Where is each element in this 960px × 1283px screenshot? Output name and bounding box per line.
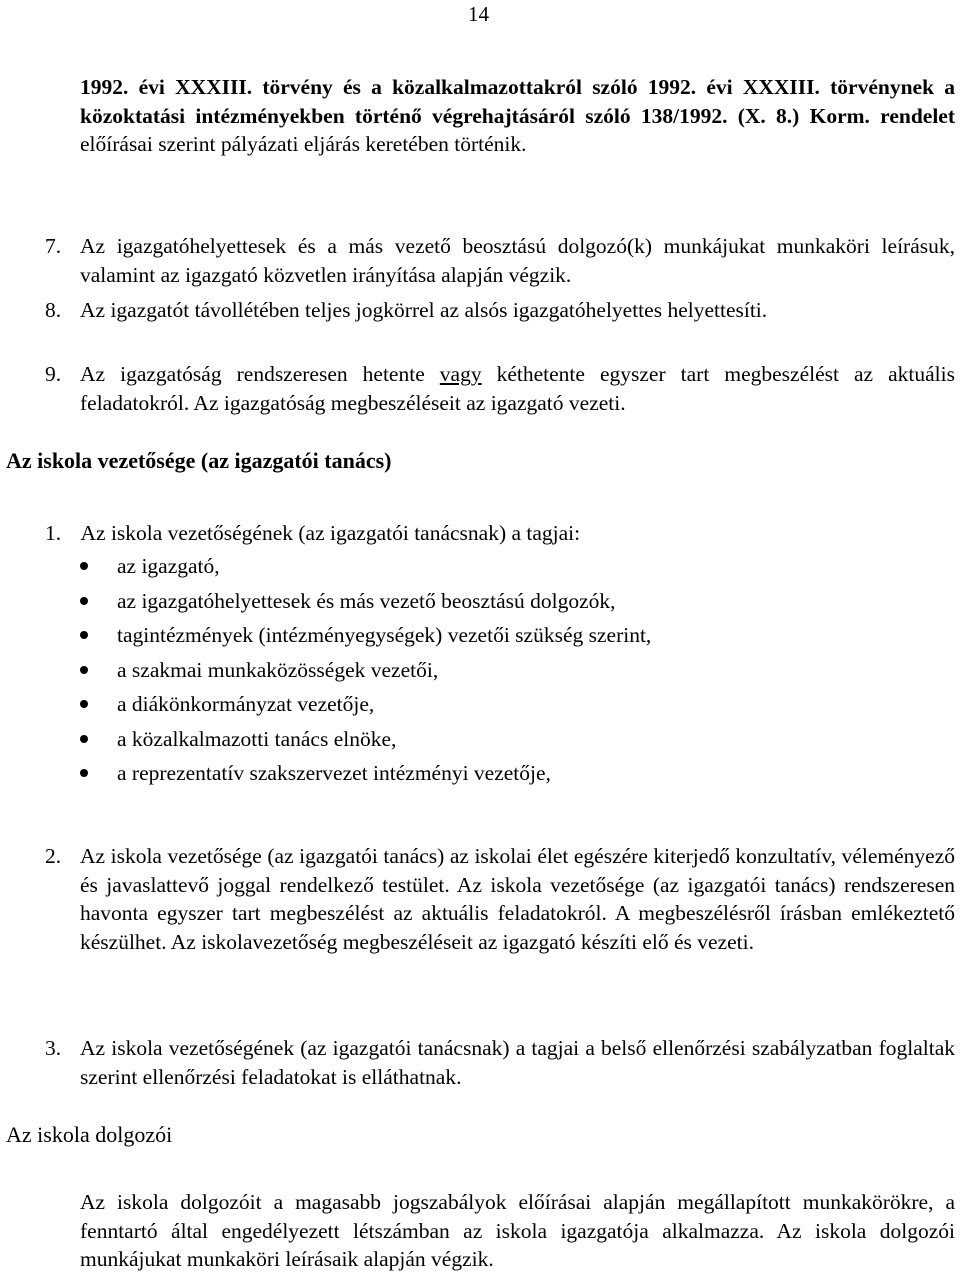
list-item [80,687,940,722]
item-number: 8. [45,298,62,322]
list-item [80,549,940,584]
leadership-intro [45,519,580,547]
item-number: 9. [45,362,62,386]
bullet-icon [80,631,88,639]
item-text-end: kéthetente egyszer tart megbeszélést az aktuális feladatokról. Az igazgatóság megbeszéléseit az igazgató vezeti. [80,362,955,415]
bullet-icon [80,562,88,570]
item-text-start: Az igazgatóság rendszeresen hetente [80,362,440,386]
list-item [80,584,940,619]
bullet-icon [80,666,88,674]
item-text [80,360,955,417]
list-item [80,618,940,653]
bullet-icon [80,597,88,605]
list-item-text: az igazgatóhelyettesek és más vezető beosztású dolgozók, [117,588,616,613]
list-item-text: a diákönkormányzat vezetője, [117,692,375,716]
item-text: Az iskola vezetőségének (az igazgatói tanácsnak) a tagjai a belső ellenőrzési szabályzatban foglaltak szerint ellenőrzési feladatokat is elláthatnak. [80,1036,955,1089]
list-item-text: a közalkalmazotti tanács elnöke, [117,726,397,751]
members-list [80,549,940,791]
list-item [80,756,940,791]
page-number: 14 [468,2,489,26]
list-item-text: tagintézmények (intézményegységek) vezetői szükség szerint, [117,623,652,647]
list-item-text: az igazgató, [117,554,220,578]
item-number: 3. [45,1036,62,1060]
item-number: 7. [45,234,62,258]
item-text: Az igazgatót távollétében teljes jogkörrel az alsós igazgatóhelyettes helyettesíti. [80,298,768,322]
intro-rest: előírásai szerint pályázati eljárás keretében történik. [80,132,527,156]
bullet-icon [80,735,88,743]
list-item-text: a reprezentatív szakszervezet intézményi vezetője, [117,761,551,785]
item-number: 2. [45,844,62,868]
section-heading-staff: Az iskola dolgozói [6,1122,173,1147]
item-text: Az igazgatóhelyettesek és a más vezető beosztású dolgozó(k) munkájukat munkaköri leírásuk, valamint az igazgató közvetlen irányítása alapján végzik. [80,234,955,287]
item-number: 1. [45,521,62,545]
bullet-icon [80,700,88,708]
list-item-text: a szakmai munkaközösségek vezetői, [117,657,439,682]
underlined-word: vagy [439,362,482,386]
list-item [80,722,940,757]
section-heading-leadership: Az iskola vezetősége (az igazgatói tanács) [6,448,392,473]
bullet-icon [80,769,88,777]
law-reference: 1992. évi XXXIII. törvény és a közalkalmazottakról szóló 1992. évi XXXIII. törvénynek a közoktatási intézményekben történő végrehajtásáról szóló 138/1992. (X. 8.) Korm. rendelet [80,75,955,128]
item-text: Az iskola vezetősége (az igazgatói tanács) az iskolai élet egészére kiterjedő konzultatív, véleményező és javaslattevő joggal rendelkező testület. Az iskola vezetősége (az igazgatói tanács) rendszeresen havonta egyszer tart megbeszélést az aktuális feladatokról. A megbeszélésről írásban emlékeztető készülhet. Az iskolavezetőség megbeszéléseit az igazgató készíti elő és vezeti. [80,844,955,954]
intro-paragraph [80,73,955,159]
staff-paragraph: Az iskola dolgozóit a magasabb jogszabályok előírásai alapján megállapított munkakörökre, a fenntartó által engedélyezett létszámban az iskola igazgatója alkalmazza. Az iskola dolgozói munkájukat munkaköri leírásaik alapján végzik. [80,1190,955,1271]
item-text: Az iskola vezetőségének (az igazgatói tanácsnak) a tagjai: [80,521,581,545]
list-item [80,653,940,688]
